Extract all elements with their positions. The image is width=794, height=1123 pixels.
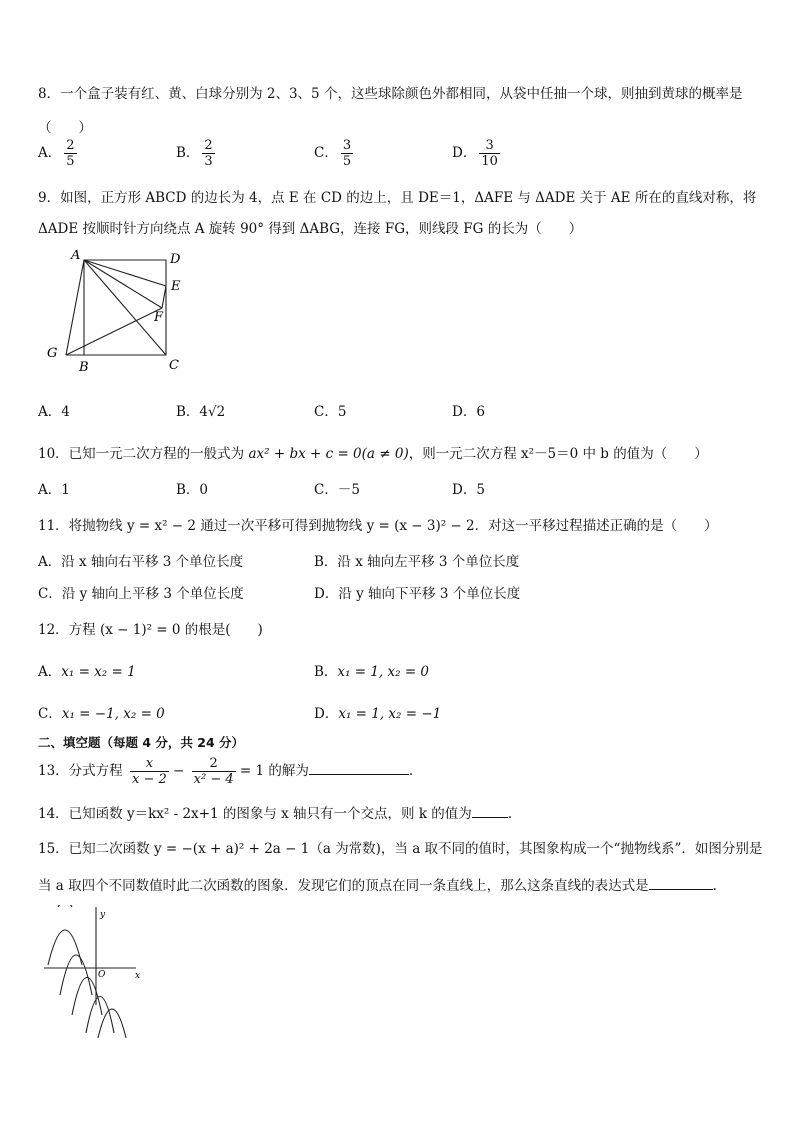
q12-stem: 12．方程 (x − 1)² = 0 的根是( ) [38, 622, 263, 638]
answer-blank[interactable] [649, 877, 713, 890]
q9-option-b[interactable]: B．4√2 [176, 404, 226, 420]
section-title: 二、填空题（每题 4 分，共 24 分） [38, 735, 245, 750]
q10-stem: 10．已知一元二次方程的一般式为 ax² + bx + c = 0(a ≠ 0)，则一元二次方程 x²－5＝0 中 b 的值为（ ） [38, 446, 708, 462]
label-d: D [170, 252, 181, 267]
label-b: B [79, 360, 89, 375]
q10-general-form: ax² + bx + c = 0(a ≠ 0) [248, 446, 409, 462]
q11-stem: 11．将抛物线 y = x² − 2 通过一次平移可得到抛物线 y = (x − 3)² − 2．对这一平移过程描述正确的是（ ） [38, 518, 718, 534]
q10-option-a[interactable]: A．1 [38, 482, 70, 498]
fraction: $\frac{2}{\text{x² − 4}}$ [193, 756, 234, 787]
parabola-family-graph [40, 905, 150, 1040]
fraction: $\frac{2}{3}$ [204, 138, 213, 169]
parabola-4 [86, 997, 114, 1034]
q9-option-d[interactable]: D．6 [452, 404, 485, 420]
q11-option-d[interactable]: D．沿 y 轴向下平移 3 个单位长度 [314, 586, 521, 602]
parabola-1-top [58, 905, 72, 907]
fraction: $\frac{3}{10}$ [481, 138, 498, 169]
q8-option-b[interactable] [176, 138, 215, 169]
q12-option-b[interactable]: B．x₁ = 1, x₂ = 0 [314, 664, 430, 680]
label-e: E [171, 279, 181, 294]
q11-option-a[interactable]: A．沿 x 轴向右平移 3 个单位长度 [38, 554, 244, 570]
q9-stem-line1: 9．如图，正方形 ABCD 的边长为 4，点 E 在 CD 的边上，且 DE＝1，ΔAFE 与 ΔADE 关于 AE 所在的直线对称，将 [38, 190, 757, 206]
segment-gf [66, 308, 162, 355]
q11-option-b[interactable]: B．沿 x 轴向左平移 3 个单位长度 [314, 554, 520, 570]
y-axis-label: y [100, 910, 106, 920]
q15-stem-line1: 15．已知二次函数 y = −(x + a)² + 2a − 1（a 为常数)，当 a 取不同的值时，其图象构成一个“抛物线系”．如图分别是 [38, 841, 763, 857]
q9-option-a[interactable]: A．4 [38, 404, 70, 420]
q9-square-figure [44, 250, 194, 375]
fraction: $\frac{3}{5}$ [342, 138, 352, 169]
parabola-2 [60, 955, 92, 995]
q13-stem: 13．分式方程 $\frac{x}{x - 2}$ − $\frac{2}{\text{x² − 4}}$ = 1 的解为 . [38, 756, 414, 787]
segment-fe [162, 286, 166, 308]
q12-option-a[interactable]: A．x₁ = x₂ = 1 [38, 664, 136, 680]
parabola-1 [48, 930, 82, 965]
option-label: A． [38, 145, 62, 161]
q8-option-d[interactable] [452, 138, 500, 169]
label-a: A [71, 250, 81, 263]
q12-option-c[interactable]: C．x₁ = −1, x₂ = 0 [38, 706, 165, 722]
label-c: C [169, 358, 179, 373]
fraction: $\frac{2}{5}$ [66, 138, 75, 169]
label-f: F [154, 310, 164, 325]
fraction: $\frac{x}{x - 2}$ [131, 756, 167, 787]
q12-option-d[interactable]: D．x₁ = 1, x₂ = −1 [314, 706, 442, 722]
q11-option-c[interactable]: C．沿 y 轴向上平移 3 个单位长度 [38, 586, 244, 602]
x-axis-label: x [135, 971, 141, 981]
q14-stem: 14．已知函数 y＝kx² - 2x+1 的图象与 x 轴只有一个交点，则 k 的值为 . [38, 806, 513, 822]
segment-af [84, 260, 162, 308]
answer-blank[interactable] [309, 762, 409, 775]
option-label: B． [176, 145, 200, 161]
origin-label: O [98, 970, 106, 980]
answer-blank[interactable] [472, 805, 508, 818]
q10-option-b[interactable]: B．0 [176, 482, 209, 498]
segment-ag [66, 260, 84, 355]
segment-ae [84, 260, 166, 286]
parabola-3 [72, 978, 102, 1016]
q8-stem: 8．一个盒子装有红、黄、白球分别为 2、3、5 个，这些球除颜色外都相同，从袋中任抽一个球，则抽到黄球的概率是 [38, 86, 743, 102]
q9-option-c[interactable]: C．5 [314, 404, 347, 420]
option-label: C． [314, 145, 338, 161]
option-label: D． [452, 145, 477, 161]
q15-stem-line2: 当 a 取四个不同数值时此二次函数的图象．发现它们的顶点在同一条直线上，那么这条直线的表达式是 . [38, 878, 717, 894]
label-g: G [47, 346, 58, 361]
q10-option-d[interactable]: D．5 [452, 482, 485, 498]
q10-option-c[interactable]: C．－5 [314, 482, 360, 498]
q8-option-c[interactable] [314, 138, 353, 169]
q8-option-a[interactable] [38, 138, 77, 169]
q9-stem-line2: ΔADE 按顺时针方向绕点 A 旋转 90° 得到 ΔABG，连接 FG，则线段 FG 的长为（ ） [38, 221, 583, 237]
q8-paren: （ ） [38, 120, 92, 136]
